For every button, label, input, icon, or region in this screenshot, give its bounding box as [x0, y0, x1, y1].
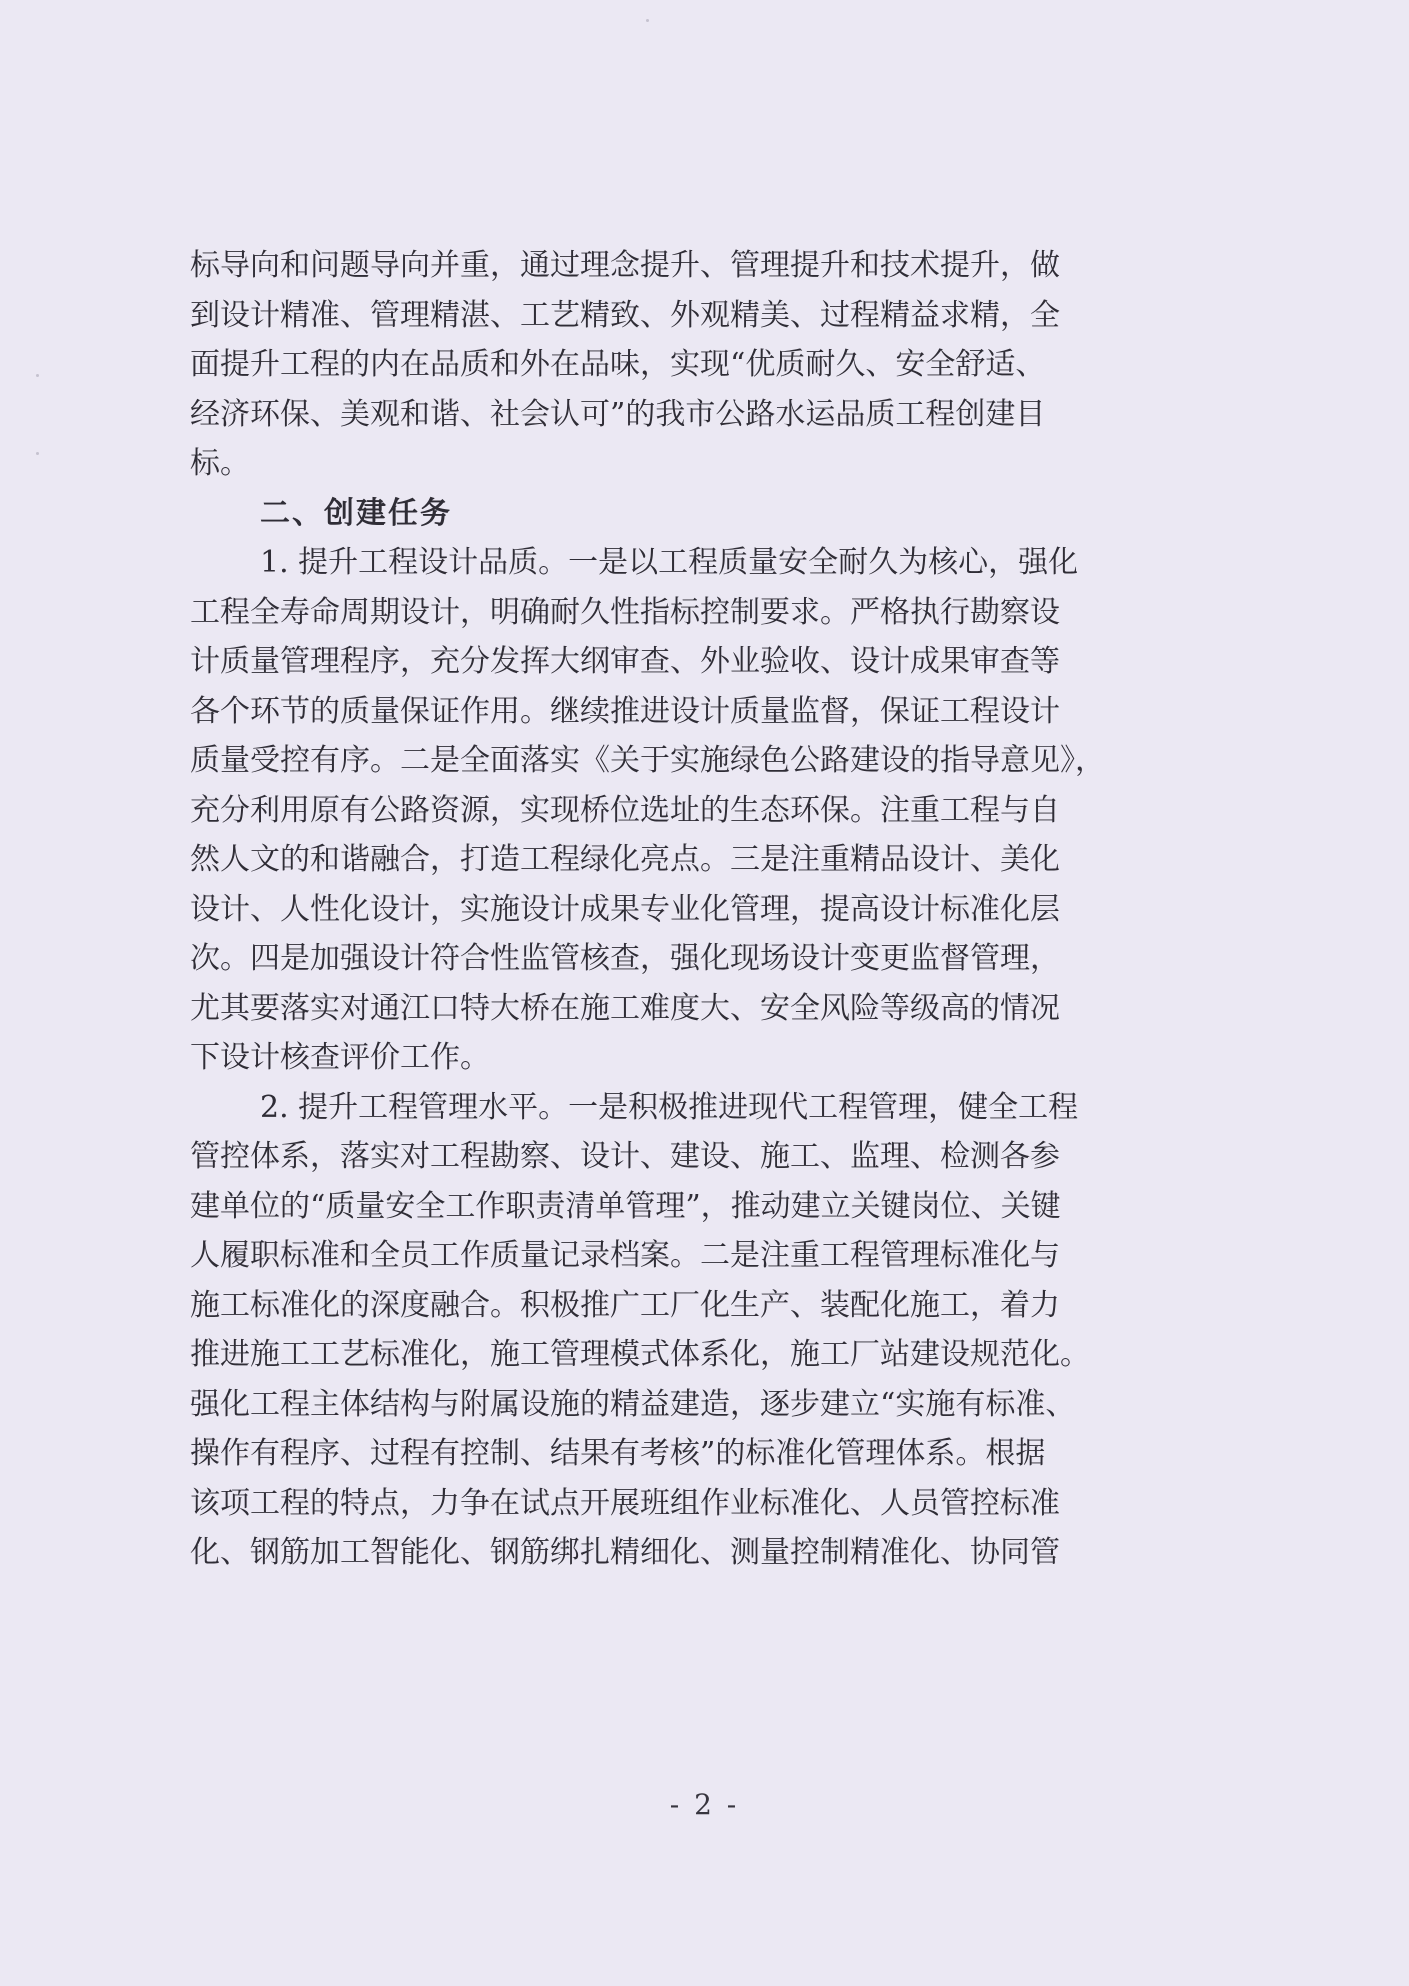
paragraph-line: 尤其要落实对通江口特大桥在施工难度大、安全风险等级高的情况: [190, 990, 1060, 1026]
paragraph-line: 质量受控有序。二是全面落实《关于实施绿色公路建设的指导意见》，: [190, 743, 1105, 778]
paragraph-line: 设计、人性化设计，实施设计成果专业化管理，提高设计标准化层: [190, 891, 1060, 927]
paragraph-line: 计质量管理程序，充分发挥大纲审查、外业验收、设计成果审查等: [190, 644, 1060, 679]
paragraph-line: 充分利用原有公路资源，实现桥位选址的生态环保。注重工程与自: [190, 792, 1060, 828]
section-heading: 二、创建任务: [260, 495, 452, 531]
paragraph-line: 各个环节的质量保证作用。继续推进设计质量监督，保证工程设计: [190, 693, 1060, 729]
paragraph-line: 面提升工程的内在品质和外在品味，实现“优质耐久、安全舒适、: [190, 347, 1046, 382]
page-number: - 2 -: [669, 1788, 740, 1821]
paragraph-line: 该项工程的特点，力争在试点开展班组作业标准化、人员管控标准: [190, 1485, 1060, 1521]
paragraph-line: 操作有程序、过程有控制、结果有考核”的标准化管理体系。根据: [190, 1436, 1046, 1471]
paragraph-line: 建单位的“质量安全工作职责清单管理”，推动建立关键岗位、关键: [190, 1188, 1061, 1224]
paragraph-line: 标。: [190, 446, 250, 481]
paragraph-line: 标导向和问题导向并重，通过理念提升、管理提升和技术提升，做: [190, 248, 1060, 283]
paragraph-line: 2. 提升工程管理水平。一是积极推进现代工程管理，健全工程: [260, 1089, 1079, 1125]
paragraph-line: 施工标准化的深度融合。积极推广工厂化生产、装配化施工，着力: [190, 1287, 1060, 1323]
paragraph-line: 然人文的和谐融合，打造工程绿化亮点。三是注重精品设计、美化: [190, 842, 1060, 877]
paragraph-line: 经济环保、美观和谐、社会认可”的我市公路水运品质工程创建目: [190, 396, 1046, 432]
paragraph-line: 到设计精准、管理精湛、工艺精致、外观精美、过程精益求精，全: [190, 297, 1060, 333]
paragraph-line: 管控体系，落实对工程勘察、设计、建设、施工、监理、检测各参: [190, 1139, 1060, 1174]
paragraph-line: 强化工程主体结构与附属设施的精益建造，逐步建立“实施有标准、: [190, 1386, 1076, 1422]
paragraph-line: 推进施工工艺标准化，施工管理模式体系化，施工厂站建设规范化。: [190, 1337, 1090, 1372]
body-text: [190, 241, 1226, 1578]
scan-speck: [36, 374, 39, 377]
paragraph-line: 人履职标准和全员工作质量记录档案。二是注重工程管理标准化与: [190, 1238, 1060, 1273]
paragraph-line: 下设计核查评价工作。: [190, 1040, 490, 1075]
scan-speck: [36, 452, 39, 455]
paragraph-line: 工程全寿命周期设计，明确耐久性指标控制要求。严格执行勘察设: [190, 594, 1060, 630]
paragraph-line: 1. 提升工程设计品质。一是以工程质量安全耐久为核心，强化: [260, 545, 1079, 580]
scan-speck: [646, 19, 649, 22]
paragraph-line: 化、钢筋加工智能化、钢筋绑扎精细化、测量控制精准化、协同管: [190, 1535, 1060, 1570]
paragraph-line: 次。四是加强设计符合性监管核查，强化现场设计变更监督管理，: [190, 941, 1060, 976]
